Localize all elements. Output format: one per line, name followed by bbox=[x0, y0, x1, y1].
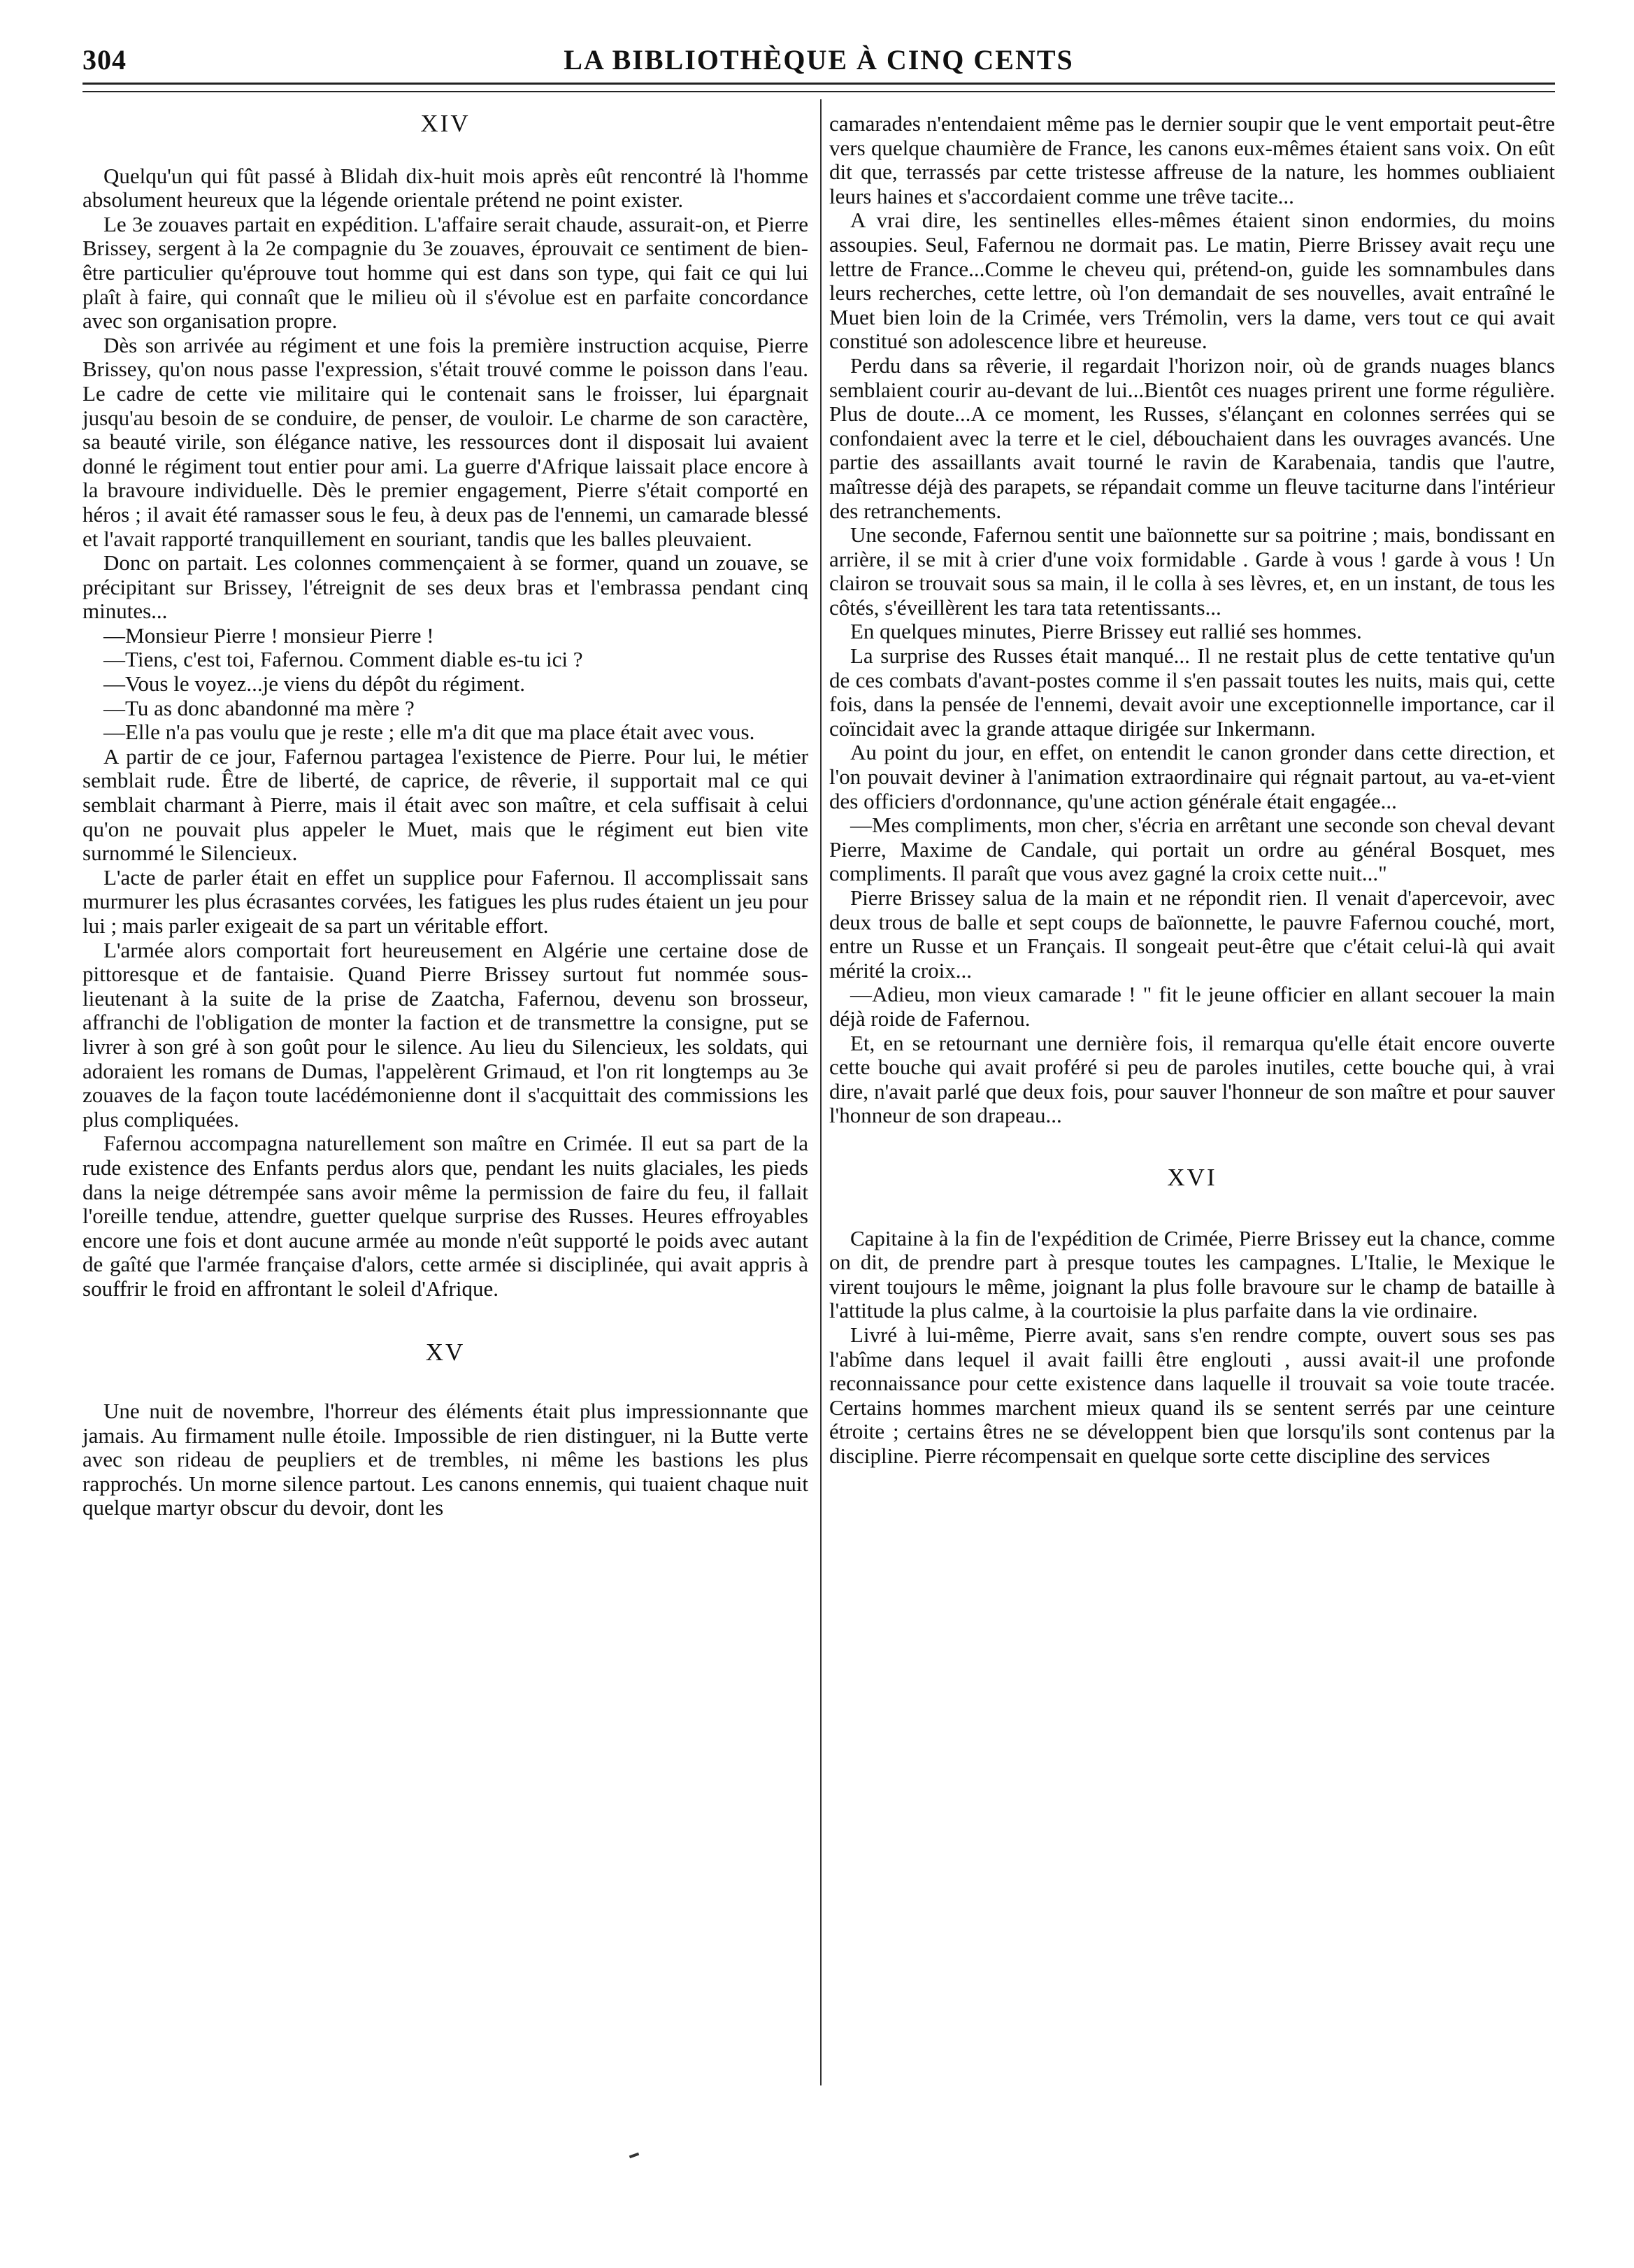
paragraph: Fafernou accompagna naturellement son maître en Crimée. Il eut sa part de la rude existence des Enfants perdus alors que, pendant les nuits glaciales, les pieds dans la neige détrempée sans avoir même la permission de faire du feu, il fallait l'oreille tendue, attendre, guetter quelque surprise des Russes. Heures effroyables encore une fois et dont aucune armée au monde n'eût supporté le poids avec autant de gaîté que l'armée française d'alors, cette armée si disciplinée, qui avait appris à souffrir le froid en affrontant le soleil d'Afrique. bbox=[83, 1131, 808, 1301]
paragraph: Une nuit de novembre, l'horreur des éléments était plus impressionnante que jamais. Au firmament nulle étoile. Impossible de rien distinguer, ni la Butte verte avec son rideau de peupliers et de trembles, ni même les bastions les plus rapprochés. Un morne silence partout. Les canons ennemis, qui tuaient chaque nuit quelque martyr obscur du devoir, dont les bbox=[83, 1399, 808, 1520]
paragraph: La surprise des Russes était manqué... Il ne restait plus de cette tentative qu'un de ces combats d'avant-postes comme il s'en passait toutes les nuits, mais qui, cette fois, dans la pensée de l'ennemi, devait avoir une exceptionnelle importance, car il coïncidait avec la grande attaque dirigée sur Inkermann. bbox=[829, 643, 1555, 741]
right-column bbox=[829, 112, 1555, 1468]
paragraph: Une seconde, Fafernou sentit une baïonnette sur sa poitrine ; mais, bondissant en arrière, il se mit à crier d'une voix formidable . Garde à vous ! garde à vous ! Un clairon se trouvait sous sa main, il le colla à ses lèvres, et, en un instant, de tous les côtés, s'éveillèrent les tara tata retentissants... bbox=[829, 522, 1555, 620]
chapter-heading-xvi: XVI bbox=[1167, 1163, 1217, 1191]
paragraph: A vrai dire, les sentinelles elles-mêmes étaient sinon endormies, du moins assoupies. Seul, Fafernou ne dormait pas. Le matin, Pierre Brissey avait reçu une lettre de France...Comme le cheveu qui, prétend-on, guide les somnambules dans leurs recherches, cette lettre, où l'on demandait de ses nouvelles, avait entraîné le Muet bien loin de la Crimée, vers Trémolin, vers la dame, vers tout ce qui avait constitué son adolescence libre et heureuse. bbox=[829, 208, 1555, 354]
header-rule-thick bbox=[83, 83, 1555, 85]
paragraph: Au point du jour, en effet, on entendit le canon gronder dans cette direction, et l'on pouvait deviner à l'animation extraordinaire qui régnait partout, au va-et-vient des officiers d'ordonnance, qu'une action générale était engagée... bbox=[829, 740, 1555, 813]
paragraph: Donc on partait. Les colonnes commençaient à se former, quand un zouave, se précipitant sur Brissey, l'étreignit de ses deux bras et l'embrassa pendant cinq minutes... bbox=[83, 550, 808, 624]
print-mark bbox=[629, 2153, 640, 2159]
column-divider bbox=[820, 99, 822, 2085]
page-number: 304 bbox=[83, 44, 127, 76]
paragraph: Et, en se retournant une dernière fois, il remarqua qu'elle était encore ouverte cette bouche qui avait proféré si peu de paroles inutiles, cette bouche qui, à vrai dire, n'avait parlé que deux fois, pour sauver l'honneur de son maître et pour sauver l'honneur de son drapeau... bbox=[829, 1030, 1555, 1128]
paragraph: Pierre Brissey salua de la main et ne répondit rien. Il venait d'apercevoir, avec deux trous de balle et sept coups de baïonnette, le pauvre Fafernou couché, mort, entre un Russe et un Français. Il songeait peut-être que c'était celui-là qui avait mérité la croix... bbox=[829, 885, 1555, 983]
dialogue-line: —Tu as donc abandonné ma mère ? bbox=[103, 695, 415, 720]
paragraph: Livré à lui-même, Pierre avait, sans s'en rendre compte, ouvert sous ses pas l'abîme dans lequel il avait failli être englouti , aussi avait-il une profonde reconnaissance pour cette existence dans laquelle il trouvait sa voie toute tracée. Certains hommes marchent mieux quand ils se sentent serrés par une ceinture étroite ; certains êtres ne se développent bien que lorsqu'ils sont contenus par la discipline. Pierre récompensait en quelque sorte cette discipline des services bbox=[829, 1322, 1555, 1468]
paragraph: Le 3e zouaves partait en expédition. L'affaire serait chaude, assurait-on, et Pierre Brissey, sergent à la 2e compagnie du 3e zouaves, éprouvait ce sentiment de bien-être particulier qu'éprouve tout homme qui est dans son type, qui fait ce qui lui plaît à faire, qui connaît que le milieu où il s'évolue est en parfaite concordance avec son organisation propre. bbox=[83, 211, 808, 334]
paragraph: L'acte de parler était en effet un supplice pour Fafernou. Il accomplissait sans murmurer les plus écrasantes corvées, les fatigues les plus rudes étaient un jeu pour lui ; mais parler exigeait de sa part un véritable effort. bbox=[83, 864, 808, 938]
paragraph: L'armée alors comportait fort heureusement en Algérie une certaine dose de pittoresque et de fantaisie. Quand Pierre Brissey surtout fut nommée sous-lieutenant à la suite de la prise de Zaatcha, Fafernou, devenu son brosseur, affranchi de l'obligation de monter la faction et de transmettre la consigne, put se livrer à son gré à son goût pour le silence. Au lieu du Silencieux, les soldats, qui adoraient les romans de Dumas, l'appelèrent Grimaud, et l'on rit longtemps au 3e zouaves de la façon toute lacédémonienne dont il s'acquittait des commissions les plus compliquées. bbox=[83, 937, 808, 1132]
paragraph: Perdu dans sa rêverie, il regardait l'horizon noir, où de grands nuages blancs semblaient courir au-devant de lui...Bientôt ces nuages prirent une forme régulière. Plus de doute...A ce moment, les Russes, s'élançant en colonnes serrées qui se confondaient avec la terre et le ciel, débouchaient dans les ouvrages avancés. Une partie des assaillants avait tourné le ravin de Karabenaia, tandis que l'autre, maîtresse déjà des parapets, se répandait comme un fleuve taciturne dans l'intérieur des retranchements. bbox=[829, 352, 1555, 523]
paragraph: Quelqu'un qui fût passé à Blidah dix-huit mois après eût rencontré là l'homme absolument heureux que la légende orientale prétend ne point exister. bbox=[83, 163, 808, 213]
dialogue-line: —Monsieur Pierre ! monsieur Pierre ! bbox=[103, 622, 434, 648]
paragraph: A partir de ce jour, Fafernou partagea l'existence de Pierre. Pour lui, le métier semblait rude. Être de liberté, de caprice, de rêverie, il supportait mal ce qui semblait charmant à Pierre, mais il était avec son maître, et cela suffisait à celui qu'on ne pouvait plus appeler le Muet, mais que le régiment eut bien vite surnommé le Silencieux. bbox=[83, 743, 808, 866]
left-column bbox=[83, 112, 808, 1520]
dialogue-line: —Tiens, c'est toi, Fafernou. Comment diable es-tu ici ? bbox=[103, 647, 583, 672]
paragraph: camarades n'entendaient même pas le dernier soupir que le vent emportait peut-être vers quelque chaumière de France, les canons eux-mêmes étaient sans voix. On eût dit que, terrassés par cette tristesse affreuse de la nature, les hommes oubliaient leurs haines et s'accordaient comme une trêve tacite... bbox=[829, 111, 1555, 208]
dialogue-line: —Adieu, mon vieux camarade ! " fit le jeune officier en allant secouer la main déjà roide de Fafernou. bbox=[829, 982, 1555, 1031]
chapter-heading-xiv: XIV bbox=[420, 110, 471, 137]
paragraph: Capitaine à la fin de l'expédition de Crimée, Pierre Brissey eut la chance, comme on dit, de prendre part à presque toutes les campagnes. L'Italie, le Mexique le virent toujours le même, joignant la plus folle bravoure sur le champ de bataille à l'attitude la plus calme, à la courtoisie la plus parfaite dans la vie ordinaire. bbox=[829, 1225, 1555, 1323]
paragraph: Dès son arrivée au régiment et une fois la première instruction acquise, Pierre Brissey, qu'on nous passe l'expression, s'était trouvé comme le poisson dans l'eau. Le cadre de cette vie militaire qui le contenait sans le froisser, lui épargnait jusqu'au besoin de se conduire, de penser, de vouloir. Le charme de son caractère, sa beauté virile, son élégance native, les ressources dont il disposait lui avaient donné le régiment tout entier pour ami. La guerre d'Afrique laissait place encore à la bravoure individuelle. Dès le premier engagement, Pierre s'était comporté en héros ; il avait été ramasser sous le feu, à deux pas de l'ennemi, un camarade blessé et l'avait rapporté tranquillement en souriant, tandis que les balles pleuvaient. bbox=[83, 332, 808, 551]
dialogue-line: —Mes compliments, mon cher, s'écria en arrêtant une seconde son cheval devant Pierre, Maxime de Candale, qui portait un ordre au général Bosquet, mes compliments. Il paraît que vous avez gagné la croix cette nuit..." bbox=[829, 813, 1555, 886]
header-rule-thin bbox=[83, 91, 1555, 92]
dialogue-line: —Vous le voyez...je viens du dépôt du régiment. bbox=[103, 671, 525, 697]
dialogue-line: —Elle n'a pas voulu que je reste ; elle m'a dit que ma place était avec vous. bbox=[103, 720, 755, 745]
paragraph: En quelques minutes, Pierre Brissey eut rallié ses hommes. bbox=[850, 619, 1362, 644]
chapter-heading-xv: XV bbox=[425, 1338, 466, 1366]
running-title: LA BIBLIOTHÈQUE À CINQ CENTS bbox=[564, 44, 1074, 76]
running-header bbox=[83, 41, 1555, 80]
